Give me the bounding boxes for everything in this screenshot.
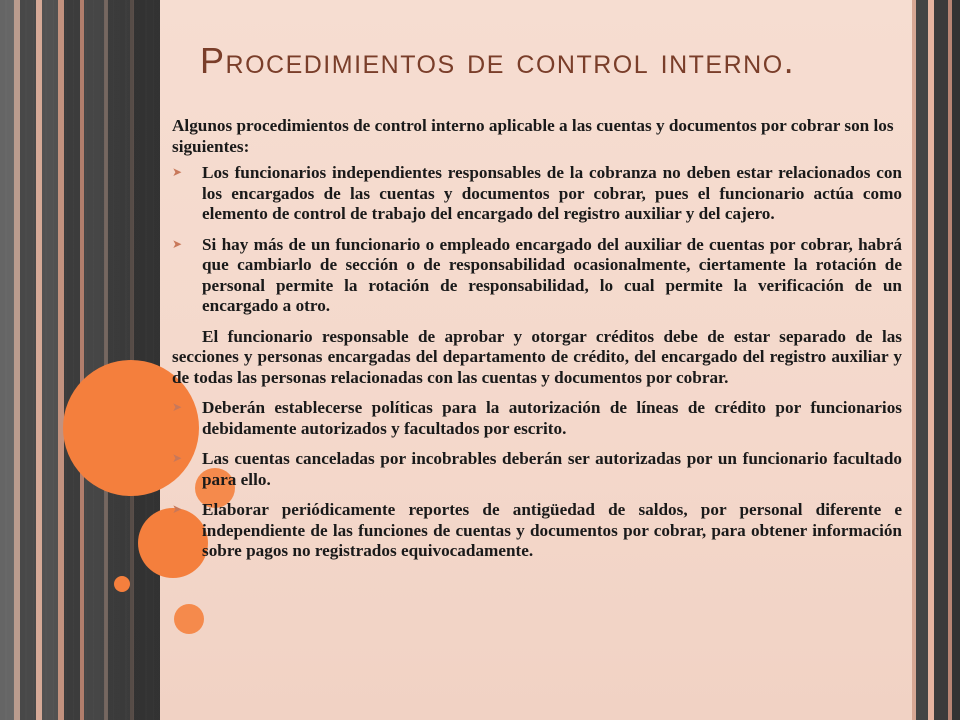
bullet-text: Deberán establecerse políticas para la autorización de líneas de crédito por funcionarios debidamente autorizados y facultados por escrito. xyxy=(202,398,902,438)
bullet-item xyxy=(172,500,902,562)
bullet-item xyxy=(172,163,902,225)
intro-text: Algunos procedimientos de control interno aplicable a las cuentas y documentos por cobrar son los siguientes: xyxy=(172,116,894,156)
paragraph-text: El funcionario responsable de aprobar y otorgar créditos debe de estar separado de las secciones y personas encargadas del departamento de crédito, del encargado del registro auxiliar y de todas las personas relacionadas con las cuentas y documentos por cobrar. xyxy=(172,326,902,387)
arrow-bullet-icon: ➤ xyxy=(172,502,183,516)
decorative-circle-small xyxy=(174,604,204,634)
bullet-text: Elaborar periódicamente reportes de antigüedad de saldos, por personal diferente e independiente de las funciones de cuentas y documentos por cobrar, para obtener información sobre pagos no registrados equivocadamente. xyxy=(202,500,902,560)
bullet-item xyxy=(172,398,902,439)
arrow-bullet-icon: ➤ xyxy=(172,236,183,251)
slide-content xyxy=(172,116,902,572)
bullet-text: Las cuentas canceladas por incobrables deberán ser autorizadas por un funcionario facultado para ello. xyxy=(202,449,902,489)
bullet-text: Los funcionarios independientes responsables de la cobranza no deben estar relacionados con los encargados de las cuentas y documentos por cobrar, pues el funcionario actúa como elemento de control de trabajo del encargado del registro auxiliar y del cajero. xyxy=(202,163,902,223)
bullet-item xyxy=(172,449,902,490)
decorative-circle-tiny xyxy=(114,576,130,592)
arrow-bullet-icon: ➤ xyxy=(172,400,183,414)
arrow-bullet-icon: ➤ xyxy=(172,165,183,179)
arrow-bullet-icon: ➤ xyxy=(172,451,183,465)
bullet-item xyxy=(172,235,902,317)
bullet-text: Si hay más de un funcionario o empleado encargado del auxiliar de cuentas por cobrar, habrá que cambiarlo de sección o de responsabilidad ocasionalmente, ciertamente la rotación de personal permite la rotación de responsabilidad, lo cual permite la verificación de un encargado a otro. xyxy=(202,234,902,315)
slide-title: Procedimientos de control interno. xyxy=(200,40,796,81)
